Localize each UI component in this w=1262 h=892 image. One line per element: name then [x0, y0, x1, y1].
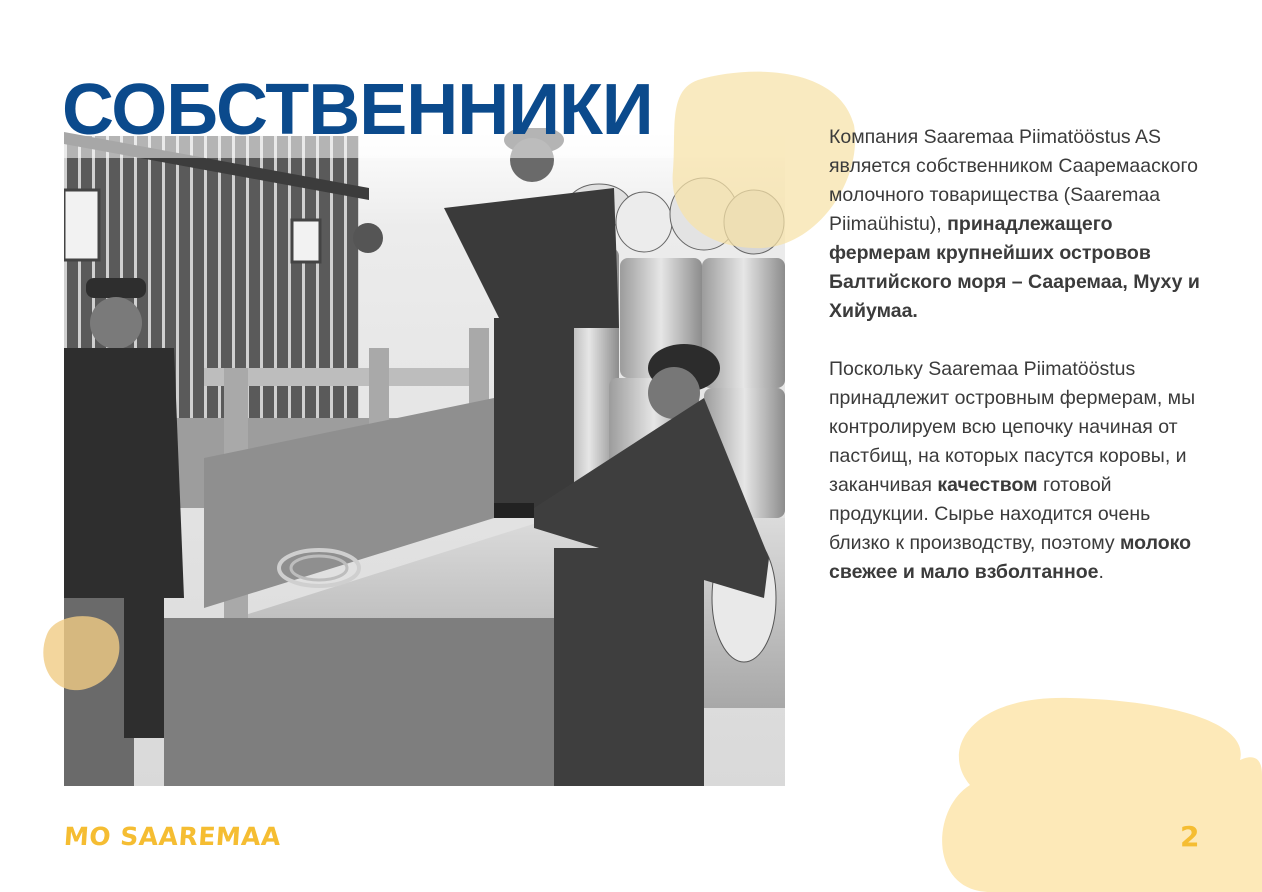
paragraph-2-bold-b: молоко свежее и мало взболтанное — [829, 532, 1192, 583]
paragraph-2-text-a: Поскольку Saaremaa Piimatööstus принадлежит островным фермерам, мы контролируем всю цепочку начиная от пастбищ, на которых пасутся коровы, и заканчивая — [829, 358, 1196, 496]
paragraph-2-text-b: готовой продукции. Сырье находится очень близко к производству, поэтому — [829, 474, 1151, 554]
paragraph-2-text-c: . — [1098, 561, 1104, 583]
decorative-blob-left — [38, 612, 122, 692]
paragraph-1 — [829, 123, 1209, 326]
paragraph-1-bold: принадлежащего фермерам крупнейших островов Балтийского моря – Сааремаа, Муху и Хийумаа. — [829, 213, 1200, 322]
paragraph-2 — [829, 355, 1209, 587]
paragraph-1-text: Компания Saaremaa Piimatööstus AS является собственником Сааремаaского молочного товарищества (Saaremaa Piimaühistu), — [829, 126, 1198, 235]
page-number: 2 — [1180, 820, 1200, 853]
page-title: СОБСТВЕННИКИ — [62, 70, 653, 150]
brand-logo: MO SAAREMAA — [62, 822, 282, 851]
decorative-blob-bottom-right — [930, 690, 1262, 892]
body-text — [829, 123, 1209, 616]
paragraph-2-bold-a: качеством — [937, 474, 1038, 496]
